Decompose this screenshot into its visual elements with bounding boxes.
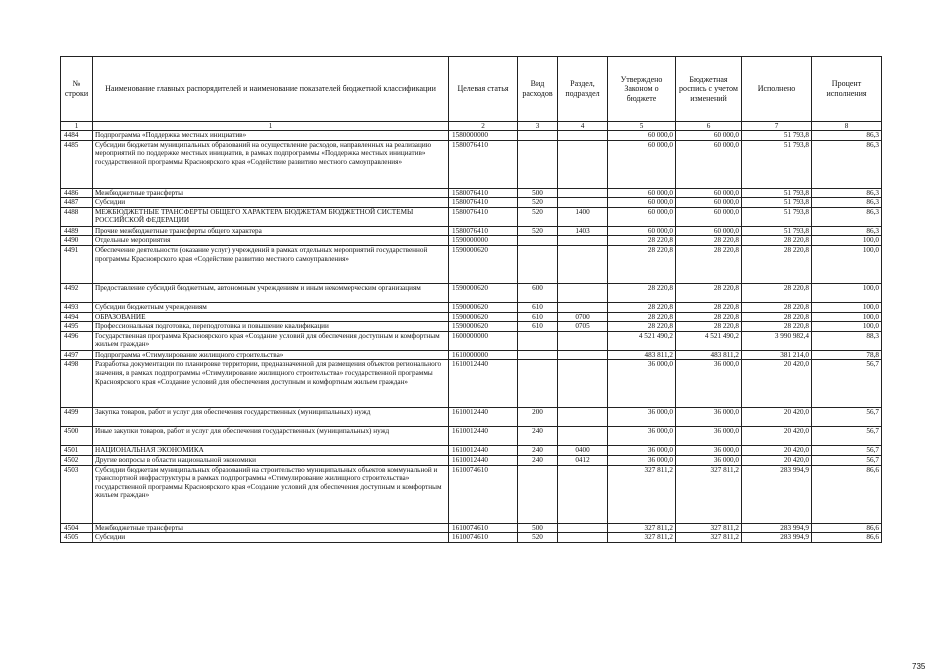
row-approved: 36 000,0: [608, 408, 676, 427]
row-budget-list: 60 000,0: [676, 198, 742, 208]
row-percent: 100,0: [812, 312, 882, 322]
row-expense-type: [518, 131, 558, 141]
row-number: 4494: [61, 312, 93, 322]
row-number: 4490: [61, 236, 93, 246]
row-percent: 56,7: [812, 455, 882, 465]
row-target-article: 1590000620: [449, 245, 518, 283]
row-budget-list: 28 220,8: [676, 236, 742, 246]
row-section: 0705: [558, 322, 608, 332]
row-budget-list: 36 000,0: [676, 446, 742, 456]
table-row: [61, 360, 882, 408]
row-expense-type: [518, 236, 558, 246]
row-expense-type: 600: [518, 283, 558, 302]
row-number: 4492: [61, 283, 93, 302]
row-name: НАЦИОНАЛЬНАЯ ЭКОНОМИКА: [93, 446, 449, 456]
row-approved: 28 220,8: [608, 245, 676, 283]
row-expense-type: 200: [518, 408, 558, 427]
col-header-section: Раздел, подраздел: [558, 57, 608, 122]
row-budget-list: 28 220,8: [676, 302, 742, 312]
table-row: [61, 523, 882, 533]
table-header-row: [61, 57, 882, 122]
row-expense-type: 240: [518, 427, 558, 446]
row-section: [558, 331, 608, 350]
row-approved: 60 000,0: [608, 140, 676, 188]
table-row: [61, 427, 882, 446]
row-target-article: 1590000620: [449, 283, 518, 302]
row-approved: 327 811,2: [608, 465, 676, 523]
row-budget-list: 4 521 490,2: [676, 331, 742, 350]
col-header-expense-type: Вид расходов: [518, 57, 558, 122]
row-expense-type: 520: [518, 226, 558, 236]
row-target-article: 1580076410: [449, 198, 518, 208]
table-row: [61, 446, 882, 456]
row-budget-list: 60 000,0: [676, 226, 742, 236]
col-header-approved: Утверждено Законом о бюджете: [608, 57, 676, 122]
row-executed: 28 220,8: [742, 302, 812, 312]
table-row: [61, 140, 882, 188]
row-budget-list: 327 811,2: [676, 465, 742, 523]
row-executed: 283 994,9: [742, 465, 812, 523]
row-executed: 51 793,8: [742, 226, 812, 236]
row-percent: 100,0: [812, 245, 882, 283]
row-approved: 36 000,0: [608, 446, 676, 456]
row-percent: 56,7: [812, 446, 882, 456]
row-name: МЕЖБЮДЖЕТНЫЕ ТРАНСФЕРТЫ ОБЩЕГО ХАРАКТЕРА БЮДЖЕТАМ БЮДЖЕТНОЙ СИСТЕМЫ РОССИЙСКОЙ ФЕДЕРАЦИИ: [93, 207, 449, 226]
row-executed: 20 420,0: [742, 446, 812, 456]
row-expense-type: 520: [518, 533, 558, 543]
row-target-article: 1580076410: [449, 188, 518, 198]
row-expense-type: [518, 350, 558, 360]
row-target-article: 1580076410: [449, 207, 518, 226]
row-target-article: 1610012440: [449, 455, 518, 465]
page-number: 735: [912, 662, 925, 671]
row-number: 4495: [61, 322, 93, 332]
row-section: [558, 140, 608, 188]
row-name: Профессиональная подготовка, переподготовка и повышение квалификации: [93, 322, 449, 332]
row-expense-type: 610: [518, 322, 558, 332]
row-name: Подпрограмма «Стимулирование жилищного строительства»: [93, 350, 449, 360]
row-number: 4491: [61, 245, 93, 283]
row-percent: 86,3: [812, 131, 882, 141]
row-number: 4489: [61, 226, 93, 236]
row-executed: 28 220,8: [742, 236, 812, 246]
col-header-name: Наименование главных распорядителей и наименование показателей бюджетной классификации: [93, 57, 449, 122]
row-target-article: 1590000620: [449, 302, 518, 312]
row-executed: 3 990 982,4: [742, 331, 812, 350]
row-expense-type: 240: [518, 446, 558, 456]
row-executed: 51 793,8: [742, 140, 812, 188]
table-body: [61, 131, 882, 543]
row-name: Субсидии: [93, 533, 449, 543]
row-name: ОБРАЗОВАНИЕ: [93, 312, 449, 322]
row-target-article: 1610012440: [449, 408, 518, 427]
row-percent: 86,6: [812, 523, 882, 533]
row-budget-list: 28 220,8: [676, 283, 742, 302]
row-percent: 86,3: [812, 198, 882, 208]
row-expense-type: 610: [518, 312, 558, 322]
row-executed: 20 420,0: [742, 427, 812, 446]
row-executed: 20 420,0: [742, 455, 812, 465]
row-budget-list: 327 811,2: [676, 533, 742, 543]
row-number: 4501: [61, 446, 93, 456]
row-budget-list: 483 811,2: [676, 350, 742, 360]
row-section: 0412: [558, 455, 608, 465]
row-executed: 28 220,8: [742, 322, 812, 332]
budget-table: [60, 56, 882, 543]
row-percent: 86,3: [812, 226, 882, 236]
column-number: 3: [518, 122, 558, 131]
row-name: Обеспечение деятельности (оказание услуг) учреждений в рамках отдельных мероприятий государственной программы Красноярского края «Содействие развитию местного самоуправления»: [93, 245, 449, 283]
row-number: 4503: [61, 465, 93, 523]
table-row: [61, 207, 882, 226]
row-number: 4496: [61, 331, 93, 350]
row-number: 4502: [61, 455, 93, 465]
row-number: 4484: [61, 131, 93, 141]
col-header-budget-list: Бюджетная роспись с учетом изменений: [676, 57, 742, 122]
row-approved: 60 000,0: [608, 226, 676, 236]
col-header-percent: Процент исполнения: [812, 57, 882, 122]
row-approved: 327 811,2: [608, 533, 676, 543]
row-budget-list: 60 000,0: [676, 140, 742, 188]
row-section: 0700: [558, 312, 608, 322]
row-name: Подпрограмма «Поддержка местных инициатив»: [93, 131, 449, 141]
row-section: 0400: [558, 446, 608, 456]
table-row: [61, 408, 882, 427]
row-section: [558, 350, 608, 360]
row-section: [558, 465, 608, 523]
row-executed: 51 793,8: [742, 207, 812, 226]
row-percent: 100,0: [812, 236, 882, 246]
row-section: [558, 131, 608, 141]
row-expense-type: 500: [518, 523, 558, 533]
row-expense-type: [518, 465, 558, 523]
row-approved: 60 000,0: [608, 188, 676, 198]
row-target-article: 1610012440: [449, 446, 518, 456]
table-row: [61, 188, 882, 198]
row-name: Иные закупки товаров, работ и услуг для обеспечения государственных (муниципальных) нужд: [93, 427, 449, 446]
column-number: 1: [93, 122, 449, 131]
row-percent: 86,3: [812, 188, 882, 198]
row-percent: 56,7: [812, 360, 882, 408]
col-header-target-article: Целевая статья: [449, 57, 518, 122]
row-section: [558, 302, 608, 312]
row-percent: 100,0: [812, 283, 882, 302]
row-name: Межбюджетные трансферты: [93, 188, 449, 198]
row-expense-type: [518, 140, 558, 188]
row-number: 4500: [61, 427, 93, 446]
row-budget-list: 36 000,0: [676, 360, 742, 408]
row-section: [558, 245, 608, 283]
row-executed: 20 420,0: [742, 408, 812, 427]
column-number: 4: [558, 122, 608, 131]
row-percent: 86,6: [812, 533, 882, 543]
row-expense-type: 520: [518, 198, 558, 208]
row-name: Разработка документации по планировке территории, предназначенной для размещения объектов регионального значения, в рамках подпрограммы «Стимулирование жилищного строительства» государственной программы Красноярского края «Создание условий для обеспечения доступным и комфортным жильем граждан»: [93, 360, 449, 408]
table-row: [61, 283, 882, 302]
row-expense-type: 500: [518, 188, 558, 198]
col-header-row-number: № строки: [61, 57, 93, 122]
row-percent: 86,3: [812, 140, 882, 188]
row-budget-list: 36 000,0: [676, 455, 742, 465]
row-approved: 28 220,8: [608, 236, 676, 246]
row-executed: 51 793,8: [742, 131, 812, 141]
row-name: Субсидии бюджетам муниципальных образований на строительство муниципальных объектов коммунальной и транспортной инфраструктуры в рамках подпрограммы «Стимулирование жилищного строительства» государственной программы Красноярского края «Создание условий для обеспечения доступным и комфортным жильем граждан»: [93, 465, 449, 523]
row-section: [558, 427, 608, 446]
column-number: 1: [61, 122, 93, 131]
row-percent: 100,0: [812, 302, 882, 312]
row-expense-type: 610: [518, 302, 558, 312]
row-approved: 28 220,8: [608, 322, 676, 332]
row-target-article: 1610012440: [449, 427, 518, 446]
row-approved: 36 000,0: [608, 360, 676, 408]
row-approved: 28 220,8: [608, 312, 676, 322]
row-approved: 327 811,2: [608, 523, 676, 533]
table-row: [61, 312, 882, 322]
row-budget-list: 327 811,2: [676, 523, 742, 533]
row-executed: 283 994,9: [742, 533, 812, 543]
row-section: [558, 533, 608, 543]
table-row: [61, 322, 882, 332]
row-executed: 28 220,8: [742, 312, 812, 322]
row-name: Предоставление субсидий бюджетным, автономным учреждениям и иным некоммерческим организациям: [93, 283, 449, 302]
row-budget-list: 60 000,0: [676, 188, 742, 198]
row-executed: 283 994,9: [742, 523, 812, 533]
row-budget-list: 28 220,8: [676, 245, 742, 283]
row-target-article: 1590000620: [449, 312, 518, 322]
row-percent: 86,6: [812, 465, 882, 523]
row-budget-list: 60 000,0: [676, 207, 742, 226]
row-number: 4504: [61, 523, 93, 533]
row-percent: 86,3: [812, 207, 882, 226]
row-target-article: 1610074610: [449, 523, 518, 533]
row-approved: 36 000,0: [608, 427, 676, 446]
row-executed: 51 793,8: [742, 198, 812, 208]
row-name: Закупка товаров, работ и услуг для обеспечения государственных (муниципальных) нужд: [93, 408, 449, 427]
row-target-article: 1580076410: [449, 226, 518, 236]
row-number: 4487: [61, 198, 93, 208]
table-row: [61, 131, 882, 141]
row-approved: 60 000,0: [608, 198, 676, 208]
row-approved: 28 220,8: [608, 283, 676, 302]
row-section: [558, 198, 608, 208]
table-row: [61, 455, 882, 465]
row-budget-list: 28 220,8: [676, 312, 742, 322]
row-budget-list: 36 000,0: [676, 427, 742, 446]
row-percent: 78,8: [812, 350, 882, 360]
row-number: 4497: [61, 350, 93, 360]
row-section: 1400: [558, 207, 608, 226]
row-target-article: 1610074610: [449, 465, 518, 523]
column-number: 8: [812, 122, 882, 131]
row-percent: 56,7: [812, 408, 882, 427]
row-target-article: 1590000620: [449, 322, 518, 332]
column-number: 5: [608, 122, 676, 131]
column-number: 7: [742, 122, 812, 131]
table-row: [61, 350, 882, 360]
row-approved: 60 000,0: [608, 207, 676, 226]
row-target-article: 1600000000: [449, 331, 518, 350]
row-target-article: 1610012440: [449, 360, 518, 408]
row-name: Государственная программа Красноярского края «Создание условий для обеспечения доступным и комфортным жильем граждан»: [93, 331, 449, 350]
row-approved: 60 000,0: [608, 131, 676, 141]
row-budget-list: 36 000,0: [676, 408, 742, 427]
row-name: Другие вопросы в области национальной экономики: [93, 455, 449, 465]
table-row: [61, 236, 882, 246]
row-section: [558, 283, 608, 302]
row-section: [558, 360, 608, 408]
col-header-executed: Исполнено: [742, 57, 812, 122]
row-section: [558, 523, 608, 533]
row-number: 4486: [61, 188, 93, 198]
row-target-article: 1580076410: [449, 140, 518, 188]
row-budget-list: 60 000,0: [676, 131, 742, 141]
table-row: [61, 331, 882, 350]
column-number: 6: [676, 122, 742, 131]
table-row: [61, 302, 882, 312]
row-name: Межбюджетные трансферты: [93, 523, 449, 533]
row-number: 4493: [61, 302, 93, 312]
row-number: 4488: [61, 207, 93, 226]
row-section: [558, 188, 608, 198]
table-row: [61, 245, 882, 283]
row-target-article: 1610000000: [449, 350, 518, 360]
row-executed: 381 214,0: [742, 350, 812, 360]
row-name: Субсидии бюджетам муниципальных образований на осуществление расходов, направленных на реализацию мероприятий по поддержке местных инициатив, в рамках подпрограммы «Поддержка местных инициатив» государственной программы Красноярского края «Содействие развитию местного самоуправления»: [93, 140, 449, 188]
row-name: Субсидии бюджетным учреждениям: [93, 302, 449, 312]
row-expense-type: [518, 331, 558, 350]
row-number: 4499: [61, 408, 93, 427]
row-executed: 51 793,8: [742, 188, 812, 198]
row-section: [558, 236, 608, 246]
row-approved: 4 521 490,2: [608, 331, 676, 350]
row-number: 4485: [61, 140, 93, 188]
row-target-article: 1610074610: [449, 533, 518, 543]
row-expense-type: [518, 360, 558, 408]
row-approved: 483 811,2: [608, 350, 676, 360]
table-row: [61, 465, 882, 523]
row-executed: 28 220,8: [742, 283, 812, 302]
column-number-row: [61, 122, 882, 131]
row-percent: 88,3: [812, 331, 882, 350]
row-name: Субсидии: [93, 198, 449, 208]
row-percent: 100,0: [812, 322, 882, 332]
row-number: 4505: [61, 533, 93, 543]
row-target-article: 1590000000: [449, 236, 518, 246]
row-expense-type: 240: [518, 455, 558, 465]
column-number: 2: [449, 122, 518, 131]
row-executed: 20 420,0: [742, 360, 812, 408]
row-expense-type: [518, 245, 558, 283]
row-approved: 28 220,8: [608, 302, 676, 312]
row-number: 4498: [61, 360, 93, 408]
budget-table-sheet: [60, 56, 925, 671]
row-section: 1403: [558, 226, 608, 236]
table-row: [61, 198, 882, 208]
row-approved: 36 000,0: [608, 455, 676, 465]
table-row: [61, 533, 882, 543]
row-executed: 28 220,8: [742, 245, 812, 283]
row-budget-list: 28 220,8: [676, 322, 742, 332]
row-name: Отдельные мероприятия: [93, 236, 449, 246]
row-percent: 56,7: [812, 427, 882, 446]
table-row: [61, 226, 882, 236]
row-name: Прочие межбюджетные трансферты общего характера: [93, 226, 449, 236]
row-target-article: 1580000000: [449, 131, 518, 141]
row-expense-type: 520: [518, 207, 558, 226]
row-section: [558, 408, 608, 427]
